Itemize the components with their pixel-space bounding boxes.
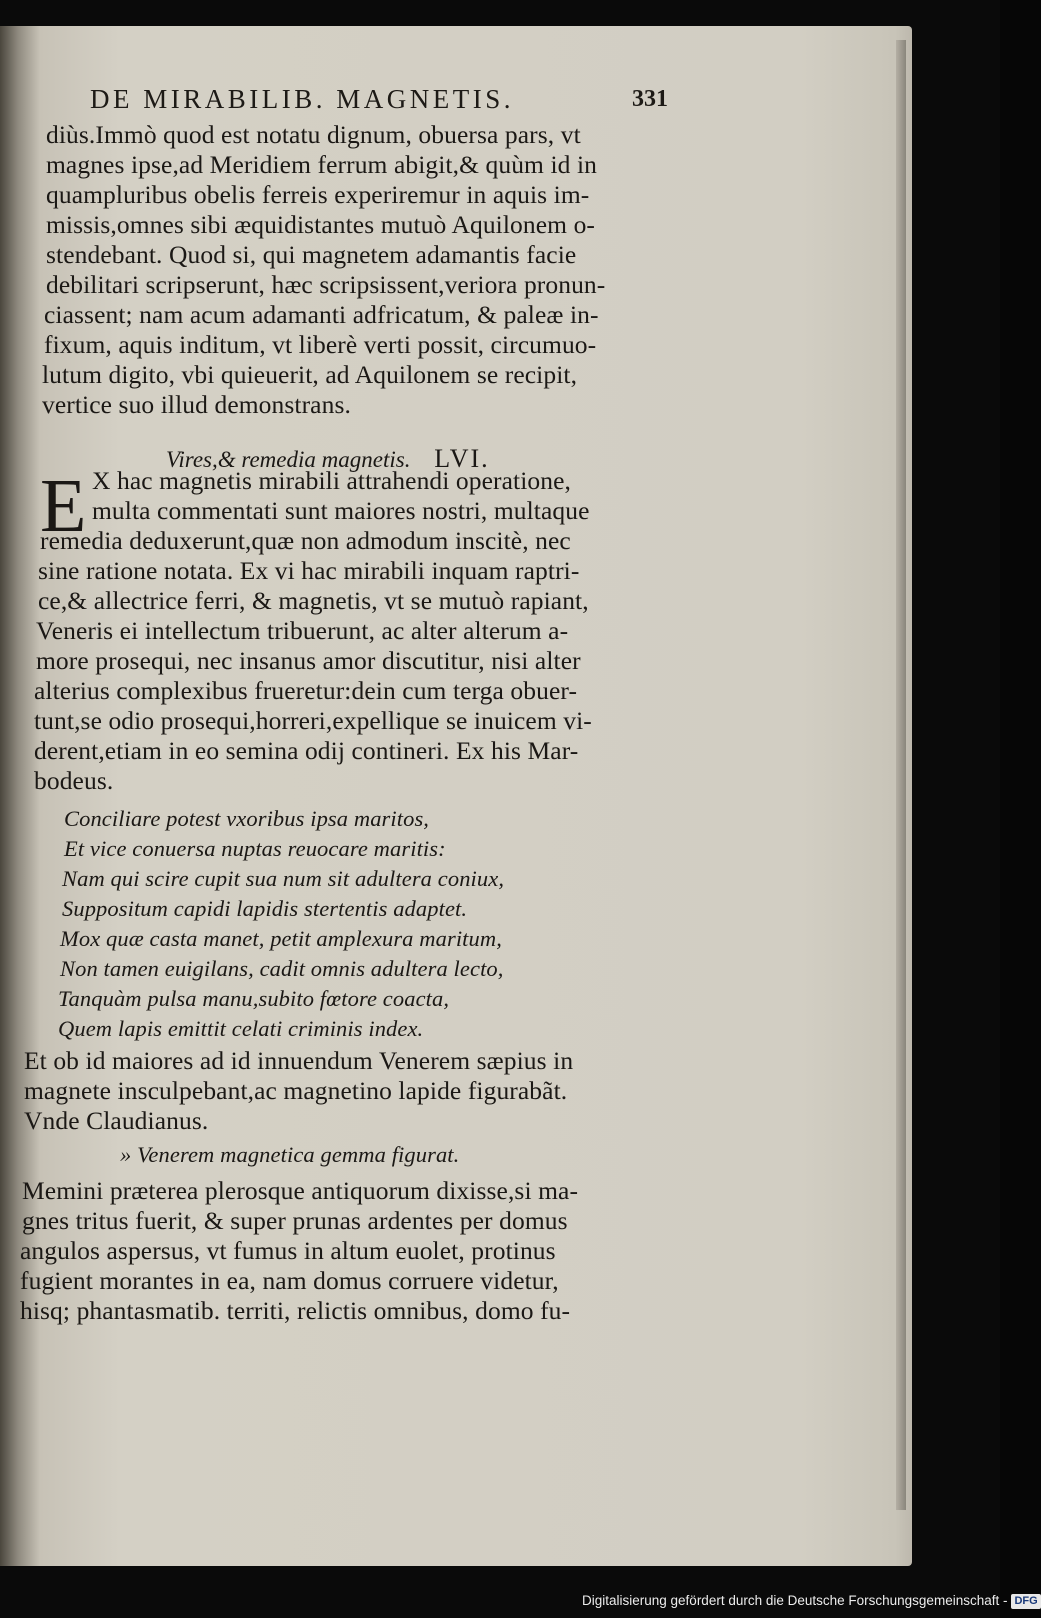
text-line: gnes tritus fuerit, & super prunas ardentes per domus — [22, 1206, 568, 1235]
text-line: quampluribus obelis ferreis experiremur in aquis im- — [46, 180, 590, 209]
text-line: ciassent; nam acum adamanti adfricatum, & paleæ in- — [44, 300, 599, 329]
running-head: DE MIRABILIB. MAGNETIS. — [90, 84, 514, 114]
text-line: Memini præterea plerosque antiquorum dixisse,si ma- — [22, 1176, 579, 1205]
text-line: vertice suo illud demonstrans. — [42, 390, 351, 419]
dfg-logo: DFG — [1011, 1594, 1040, 1609]
chapter-title: Vires,& remedia magnetis. — [166, 447, 411, 472]
page-edge — [896, 40, 906, 1510]
text-line: more prosequi, nec insanus amor discutitur, nisi alter — [36, 646, 581, 675]
verse-line: Quem lapis emittit celati criminis index. — [58, 1016, 424, 1041]
text-line: magnes ipse,ad Meridiem ferrum abigit,& quùm id in — [46, 150, 598, 179]
verse-line: Mox quæ casta manet, petit amplexura maritum, — [60, 926, 502, 951]
verse-line: Suppositum capidi lapidis stertentis adaptet. — [62, 896, 468, 921]
text-line: derent,etiam in eo semina odij contineri. Ex his Mar- — [34, 736, 579, 765]
verse-line: Nam qui scire cupit sua num sit adultera coniux, — [62, 866, 505, 891]
drop-cap: E — [40, 464, 87, 548]
text-line: Vnde Claudianus. — [24, 1106, 209, 1135]
verse-line: Conciliare potest vxoribus ipsa maritos, — [64, 806, 430, 831]
text-line: X hac magnetis mirabili attrahendi operatione, — [92, 466, 572, 495]
quote-line: » Venerem magnetica gemma figurat. — [120, 1142, 460, 1167]
text-line: alterius complexibus frueretur:dein cum terga obuer- — [34, 676, 578, 705]
page-number: 331 — [632, 86, 668, 112]
text-line: magnete insculpebant,ac magnetino lapide figurabãt. — [24, 1076, 568, 1105]
verse-line: Tanquàm pulsa manu,subito fœtore coacta, — [58, 986, 450, 1011]
text-line: remedia deduxerunt,quæ non admodum inscitè, nec — [40, 526, 571, 555]
text-line: stendebant. Quod si, qui magnetem adamantis facie — [46, 240, 577, 269]
text-line: sine ratione notata. Ex vi hac mirabili inquam raptri- — [38, 556, 580, 585]
verse-line: Et vice conuersa nuptas reuocare maritis: — [64, 836, 446, 861]
chapter-number: LVI. — [434, 444, 490, 473]
text-line: Veneris ei intellectum tribuerunt, ac alter alterum a- — [36, 616, 569, 645]
text-line: tunt,se odio prosequi,horreri,expellique se inuicem vi- — [34, 706, 592, 735]
text-line: hisq; phantasmatib. territi, relictis omnibus, domo fu- — [20, 1296, 571, 1325]
text-line: lutum digito, vbi quieuerit, ad Aquilonem se recipit, — [42, 360, 578, 389]
text-line: fixum, aquis inditum, vt liberè verti possit, circumuo- — [44, 330, 597, 359]
text-line: multa commentati sunt maiores nostri, multaque — [92, 496, 590, 525]
credit-text: Digitalisierung gefördert durch die Deutsche Forschungsgemeinschaft - — [582, 1593, 1008, 1608]
text-line: ce,& allectrice ferri, & magnetis, vt se mutuò rapiant, — [38, 586, 589, 615]
text-line: diùs.Immò quod est notatu dignum, obuersa pars, vt — [46, 120, 581, 149]
text-line: angulos aspersus, vt fumus in altum euolet, protinus — [20, 1236, 556, 1265]
text-line: missis,omnes sibi æquidistantes mutuò Aquilonem o- — [46, 210, 596, 239]
text-line: fugient morantes in ea, nam domus corruere videtur, — [20, 1266, 559, 1295]
digitization-credit — [582, 1593, 1041, 1609]
text-line: debilitari scripserunt, hæc scripsissent,veriora pronun- — [46, 270, 606, 299]
verse-line: Non tamen euigilans, cadit omnis adultera lecto, — [60, 956, 504, 981]
text-line: bodeus. — [34, 766, 114, 795]
text-line: Et ob id maiores ad id innuendum Venerem sæpius in — [24, 1046, 574, 1075]
